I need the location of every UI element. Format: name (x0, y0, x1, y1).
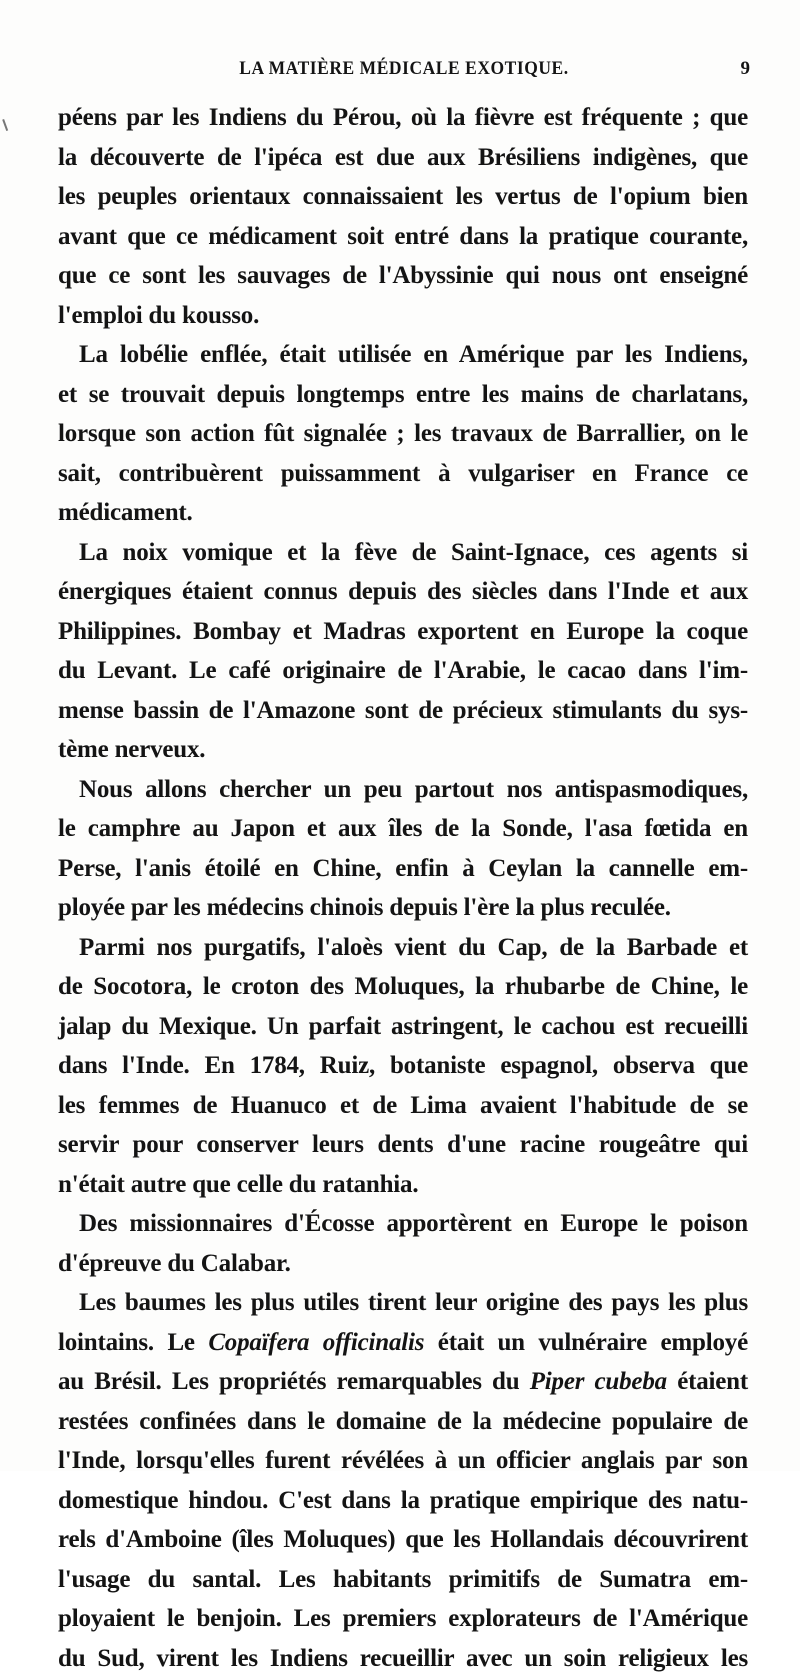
text-line: ployaient le benjoin. Les premiers explorateurs de l'Amérique (58, 1599, 748, 1639)
text-line: Les baumes les plus utiles tirent leur origine des pays les plus (58, 1283, 748, 1323)
text-line: de Socotora, le croton des Moluques, la rhubarbe de Chine, le (58, 967, 748, 1007)
text-line: n'était autre que celle du ratanhia. (58, 1165, 748, 1205)
text-line: énergiques étaient connus depuis des siècles dans l'Inde et aux (58, 572, 748, 612)
page-number: 9 (741, 58, 751, 80)
text-line: d'épreuve du Calabar. (58, 1244, 748, 1284)
text-line: l'usage du santal. Les habitants primitifs de Sumatra em- (58, 1560, 748, 1600)
text-line: ployée par les médecins chinois depuis l'ère la plus reculée. (58, 888, 748, 928)
body-text (58, 98, 748, 1678)
text-line: le camphre au Japon et aux îles de la Sonde, l'asa fœtida en (58, 809, 748, 849)
text-segment: lointains. Le (58, 1329, 195, 1356)
text-line: avant que ce médicament soit entré dans la pratique courante, (58, 217, 748, 257)
text-line: l'emploi du kousso. (58, 296, 748, 336)
text-line: du Levant. Le café originaire de l'Arabie, le cacao dans l'im- (58, 651, 748, 691)
species-name: Piper cubeba (530, 1368, 667, 1395)
margin-mark (2, 117, 14, 131)
text-line: sait, contribuèrent puissamment à vulgariser en France ce (58, 454, 748, 494)
text-segment: étaient (677, 1368, 748, 1395)
text-line: mense bassin de l'Amazone sont de précieux stimulants du sys- (58, 691, 748, 731)
text-line: restées confinées dans le domaine de la médecine populaire de (58, 1402, 748, 1442)
running-title: LA MATIÈRE MÉDICALE EXOTIQUE. (86, 58, 723, 80)
text-line: Des missionnaires d'Écosse apportèrent en Europe le poison (58, 1204, 748, 1244)
text-line: les peuples orientaux connaissaient les vertus de l'opium bien (58, 177, 748, 217)
text-line: Nous allons chercher un peu partout nos antispasmodiques, (58, 770, 748, 810)
text-line: lorsque son action fût signalée ; les travaux de Barrallier, on le (58, 414, 748, 454)
text-line: du Sud, virent les Indiens recueillir avec un soin religieux les (58, 1639, 748, 1678)
text-line: péens par les Indiens du Pérou, où la fièvre est fréquente ; que (58, 98, 748, 138)
text-line: tème nerveux. (58, 730, 748, 770)
text-segment: était un vulnéraire employé (438, 1329, 748, 1356)
text-line (58, 1362, 748, 1402)
text-line: jalap du Mexique. Un parfait astringent, le cachou est recueilli (58, 1007, 748, 1047)
text-line: domestique hindou. C'est dans la pratique empirique des natu- (58, 1481, 748, 1521)
running-head (58, 58, 750, 88)
text-line: les femmes de Huanuco et de Lima avaient l'habitude de se (58, 1086, 748, 1126)
text-line: Parmi nos purgatifs, l'aloès vient du Cap, de la Barbade et (58, 928, 748, 968)
text-line: La noix vomique et la fève de Saint-Ignace, ces agents si (58, 533, 748, 573)
species-name: Copaïfera officinalis (208, 1329, 424, 1356)
text-line: Perse, l'anis étoilé en Chine, enfin à Ceylan la cannelle em- (58, 849, 748, 889)
text-line: Philippines. Bombay et Madras exportent en Europe la coque (58, 612, 748, 652)
text-line: La lobélie enflée, était utilisée en Amérique par les Indiens, (58, 335, 748, 375)
text-segment: au Brésil. Les propriétés remarquables du (58, 1368, 519, 1395)
text-line: et se trouvait depuis longtemps entre les mains de charlatans, (58, 375, 748, 415)
text-line: rels d'Amboine (îles Moluques) que les Hollandais découvrirent (58, 1520, 748, 1560)
text-line: la découverte de l'ipéca est due aux Brésiliens indigènes, que (58, 138, 748, 178)
text-line: dans l'Inde. En 1784, Ruiz, botaniste espagnol, observa que (58, 1046, 748, 1086)
text-line: que ce sont les sauvages de l'Abyssinie qui nous ont enseigné (58, 256, 748, 296)
text-line: médicament. (58, 493, 748, 533)
text-line: l'Inde, lorsqu'elles furent révélées à un officier anglais par son (58, 1441, 748, 1481)
text-line: servir pour conserver leurs dents d'une racine rougeâtre qui (58, 1125, 748, 1165)
text-line (58, 1323, 748, 1363)
